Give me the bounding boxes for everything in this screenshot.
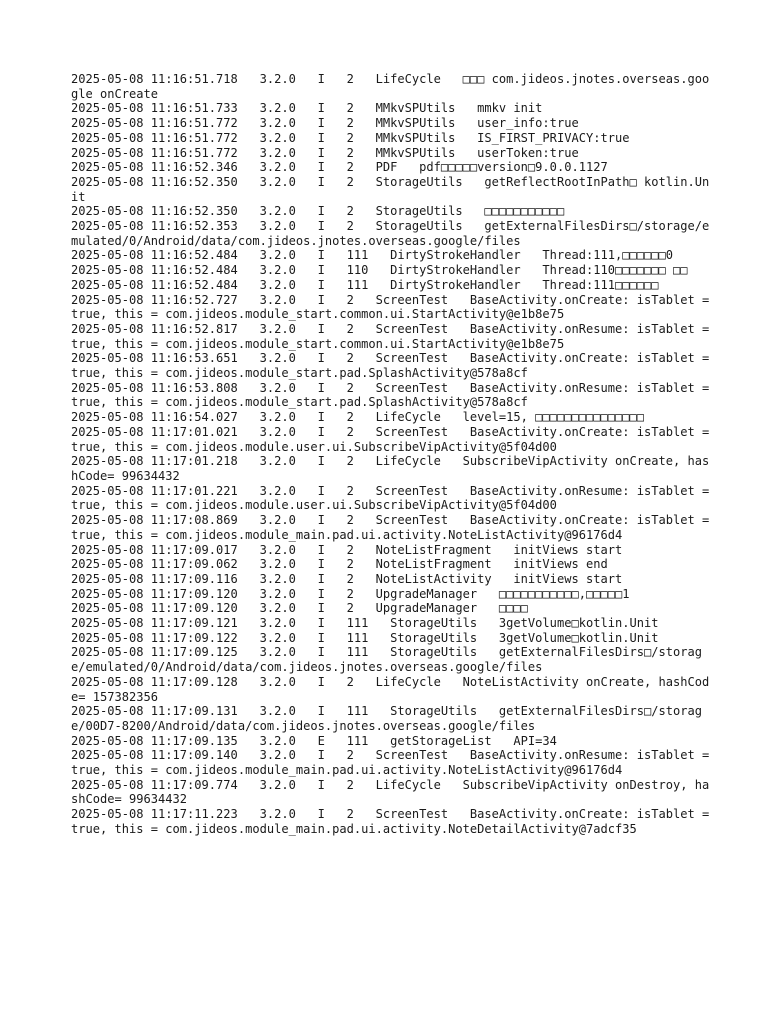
log-line: 2025-05-08 11:17:01.221 3.2.0 I 2 ScreenTest BaseActivity.onResume: isTablet = true, this = com.jideos.module.user.ui.SubscribeVipActivity@5f04d00 — [71, 483, 717, 513]
log-line: 2025-05-08 11:16:53.651 3.2.0 I 2 ScreenTest BaseActivity.onCreate: isTablet = true, this = com.jideos.module_start.pad.SplashActivity@578a8cf — [71, 351, 717, 381]
log-line: 2025-05-08 11:16:51.733 3.2.0 I 2 MMkvSPUtils mmkv init — [71, 101, 543, 116]
log-line: 2025-05-08 11:17:09.140 3.2.0 I 2 ScreenTest BaseActivity.onResume: isTablet = true, this = com.jideos.module_main.pad.ui.activity.NoteListActivity@96176d4 — [71, 748, 717, 778]
log-line: 2025-05-08 11:16:54.027 3.2.0 I 2 LifeCycle level=15, □□□□□□□□□□□□□□□ — [71, 410, 644, 425]
log-line: 2025-05-08 11:17:09.121 3.2.0 I 111 StorageUtils 3getVolume□kotlin.Unit — [71, 616, 659, 631]
log-line: 2025-05-08 11:17:11.223 3.2.0 I 2 ScreenTest BaseActivity.onCreate: isTablet = true, this = com.jideos.module_main.pad.ui.activity.NoteDetailActivity@7adcf35 — [71, 807, 717, 836]
log-line: 2025-05-08 11:16:52.350 3.2.0 I 2 StorageUtils □□□□□□□□□□□ — [71, 204, 565, 219]
log-line: 2025-05-08 11:16:52.727 3.2.0 I 2 ScreenTest BaseActivity.onCreate: isTablet = true, this = com.jideos.module_start.common.ui.StartActivity@e1b8e75 — [71, 292, 717, 322]
log-line: 2025-05-08 11:17:09.120 3.2.0 I 2 UpgradeManager □□□□□□□□□□□,□□□□□1 — [71, 586, 630, 601]
log-line: 2025-05-08 11:16:51.772 3.2.0 I 2 MMkvSPUtils IS_FIRST_PRIVACY:true — [71, 130, 630, 145]
log-line: 2025-05-08 11:17:09.128 3.2.0 I 2 LifeCycle NoteListActivity onCreate, hashCode= 157382356 — [71, 674, 710, 704]
log-output — [71, 72, 717, 837]
log-line: 2025-05-08 11:17:09.062 3.2.0 I 2 NoteListFragment initViews end — [71, 557, 608, 572]
log-line: 2025-05-08 11:17:09.125 3.2.0 I 111 StorageUtils getExternalFilesDirs□/storage/emulated/0/Android/data/com.jideos.jnotes.overseas.google/files — [71, 645, 702, 675]
log-line: 2025-05-08 11:16:52.484 3.2.0 I 111 DirtyStrokeHandler Thread:111□□□□□□ — [71, 277, 659, 292]
log-line: 2025-05-08 11:17:09.017 3.2.0 I 2 NoteListFragment initViews start — [71, 542, 623, 557]
log-line: 2025-05-08 11:17:09.135 3.2.0 E 111 getStorageList API=34 — [71, 733, 557, 748]
log-line: 2025-05-08 11:16:51.772 3.2.0 I 2 MMkvSPUtils userToken:true — [71, 145, 579, 160]
log-line: 2025-05-08 11:17:01.021 3.2.0 I 2 ScreenTest BaseActivity.onCreate: isTablet = true, this = com.jideos.module.user.ui.SubscribeVipActivity@5f04d00 — [71, 424, 717, 454]
log-line: 2025-05-08 11:17:09.122 3.2.0 I 111 StorageUtils 3getVolume□kotlin.Unit — [71, 630, 659, 645]
log-line: 2025-05-08 11:16:52.484 3.2.0 I 110 DirtyStrokeHandler Thread:110□□□□□□□ □□ — [71, 263, 688, 278]
log-line: 2025-05-08 11:16:52.817 3.2.0 I 2 ScreenTest BaseActivity.onResume: isTablet = true, this = com.jideos.module_start.common.ui.StartActivity@e1b8e75 — [71, 321, 717, 351]
log-line: 2025-05-08 11:16:51.718 3.2.0 I 2 LifeCycle □□□ com.jideos.jnotes.overseas.google onCreate — [71, 72, 710, 101]
log-line: 2025-05-08 11:16:52.353 3.2.0 I 2 StorageUtils getExternalFilesDirs□/storage/emulated/0/Android/data/com.jideos.jnotes.overseas.google/files — [71, 219, 710, 248]
log-line: 2025-05-08 11:16:53.808 3.2.0 I 2 ScreenTest BaseActivity.onResume: isTablet = true, this = com.jideos.module_start.pad.SplashActivity@578a8cf — [71, 380, 717, 410]
log-line: 2025-05-08 11:17:01.218 3.2.0 I 2 LifeCycle SubscribeVipActivity onCreate, hashCode= 99634432 — [71, 454, 710, 483]
log-line: 2025-05-08 11:16:52.484 3.2.0 I 111 DirtyStrokeHandler Thread:111,□□□□□□0 — [71, 248, 673, 263]
log-line: 2025-05-08 11:17:09.774 3.2.0 I 2 LifeCycle SubscribeVipActivity onDestroy, hashCode= 99634432 — [71, 777, 710, 807]
log-line: 2025-05-08 11:16:52.350 3.2.0 I 2 StorageUtils getReflectRootInPath□ kotlin.Unit — [71, 174, 710, 204]
log-line: 2025-05-08 11:16:51.772 3.2.0 I 2 MMkvSPUtils user_info:true — [71, 116, 579, 131]
log-line: 2025-05-08 11:17:09.116 3.2.0 I 2 NoteListActivity initViews start — [71, 571, 623, 586]
log-line: 2025-05-08 11:16:52.346 3.2.0 I 2 PDF pdf□□□□□version□9.0.0.1127 — [71, 160, 608, 175]
log-line: 2025-05-08 11:17:08.869 3.2.0 I 2 ScreenTest BaseActivity.onCreate: isTablet = true, this = com.jideos.module_main.pad.ui.activity.NoteListActivity@96176d4 — [71, 513, 717, 542]
log-line: 2025-05-08 11:17:09.120 3.2.0 I 2 UpgradeManager □□□□ — [71, 601, 528, 616]
log-line: 2025-05-08 11:17:09.131 3.2.0 I 111 StorageUtils getExternalFilesDirs□/storage/00D7-8200/Android/data/com.jideos.jnotes.overseas.google/files — [71, 704, 702, 733]
